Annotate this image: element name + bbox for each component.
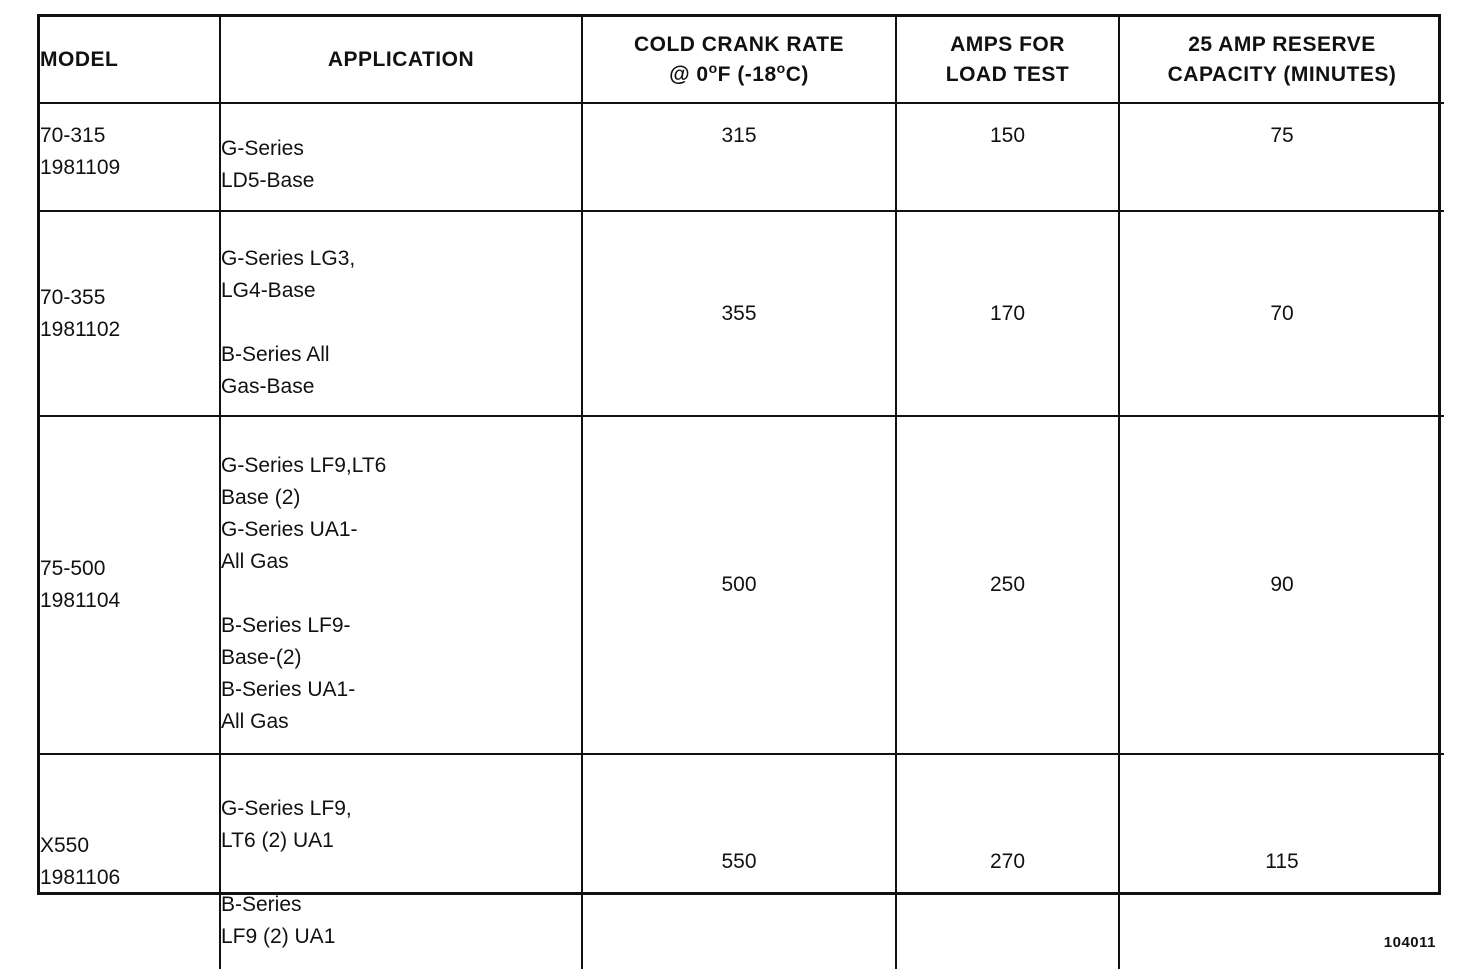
header-application bbox=[220, 17, 582, 103]
reserve-cell: 75 bbox=[1119, 103, 1444, 211]
header-amps-line1: AMPS FOR bbox=[950, 32, 1065, 56]
part-number: 1981106 bbox=[40, 866, 121, 889]
application-group bbox=[221, 133, 581, 197]
table-row bbox=[40, 103, 1444, 211]
application-line: B-Series LF9- bbox=[221, 614, 351, 637]
header-amps-line2: LOAD TEST bbox=[945, 62, 1070, 86]
application-line: LF9 (2) UA1 bbox=[221, 925, 336, 948]
application-line: LT6 (2) UA1 bbox=[221, 829, 334, 852]
model-number: 70-355 bbox=[40, 285, 106, 309]
header-cold-crank-close: C) bbox=[785, 62, 809, 86]
table-row bbox=[40, 211, 1444, 416]
table-row bbox=[40, 416, 1444, 754]
application-line: G-Series UA1- bbox=[221, 518, 358, 541]
application-group bbox=[221, 793, 581, 857]
amps-cell: 170 bbox=[896, 211, 1119, 416]
degree-symbol-f: o bbox=[708, 59, 718, 76]
reserve-value: 115 bbox=[1265, 850, 1299, 873]
part-number: 1981104 bbox=[40, 589, 121, 612]
model-cell bbox=[40, 211, 220, 416]
application-cell bbox=[220, 103, 582, 211]
application-line: G-Series LF9, bbox=[221, 797, 352, 820]
application-group bbox=[221, 339, 581, 403]
model-cell bbox=[40, 103, 220, 211]
application-line: All Gas bbox=[221, 550, 289, 573]
figure-id: 104011 bbox=[1383, 934, 1436, 951]
application-cell bbox=[220, 211, 582, 416]
amps-cell: 250 bbox=[896, 416, 1119, 754]
header-cold-crank-temp-c: F (-18 bbox=[717, 62, 777, 86]
application-line: G-Series LF9,LT6 bbox=[221, 454, 387, 477]
application-line: Base-(2) bbox=[221, 646, 302, 669]
application-group bbox=[221, 610, 581, 738]
application-line: All Gas bbox=[221, 710, 289, 733]
header-model bbox=[40, 17, 220, 103]
application-line: B-Series bbox=[221, 893, 302, 916]
cold-crank-cell: 315 bbox=[582, 103, 896, 211]
header-application-label: APPLICATION bbox=[327, 47, 475, 71]
application-line: Gas-Base bbox=[221, 374, 315, 398]
header-cold-crank bbox=[582, 17, 896, 103]
model-number: X550 bbox=[40, 834, 90, 857]
application-line: B-Series UA1- bbox=[221, 678, 356, 701]
part-number: 1981102 bbox=[40, 317, 121, 341]
amps-cell: 150 bbox=[896, 103, 1119, 211]
battery-spec-table bbox=[40, 17, 1444, 969]
header-row bbox=[40, 17, 1444, 103]
application-group bbox=[221, 243, 581, 307]
header-model-label: MODEL bbox=[40, 47, 119, 71]
model-cell bbox=[40, 754, 220, 969]
header-amps bbox=[896, 17, 1119, 103]
reserve-cell: 70 bbox=[1119, 211, 1444, 416]
model-number: 70-315 bbox=[40, 124, 106, 147]
application-line: G-Series LG3, bbox=[221, 246, 356, 270]
header-reserve bbox=[1119, 17, 1444, 103]
application-line: G-Series bbox=[221, 137, 304, 160]
application-line: LG4-Base bbox=[221, 278, 316, 302]
reserve-cell: 90 bbox=[1119, 416, 1444, 754]
battery-spec-table-frame bbox=[37, 14, 1441, 951]
application-cell bbox=[220, 416, 582, 754]
cold-crank-cell: 500 bbox=[582, 416, 896, 754]
header-reserve-line2: CAPACITY (MINUTES) bbox=[1167, 62, 1397, 86]
header-cold-crank-temp-f: @ 0 bbox=[669, 62, 709, 86]
table-row bbox=[40, 754, 1444, 969]
application-cell bbox=[220, 754, 582, 969]
application-group bbox=[221, 889, 581, 953]
reserve-cell bbox=[1119, 754, 1444, 969]
degree-symbol-c: o bbox=[776, 59, 786, 76]
model-number: 75-500 bbox=[40, 557, 106, 580]
header-cold-crank-line2 bbox=[583, 60, 895, 90]
application-line: Base (2) bbox=[221, 486, 301, 509]
cold-crank-cell: 355 bbox=[582, 211, 896, 416]
amps-cell: 270 bbox=[896, 754, 1119, 969]
model-cell bbox=[40, 416, 220, 754]
application-line: LD5-Base bbox=[221, 169, 315, 192]
header-reserve-line1: 25 AMP RESERVE bbox=[1188, 32, 1376, 56]
application-line: B-Series All bbox=[221, 342, 330, 366]
header-cold-crank-line1: COLD CRANK RATE bbox=[633, 32, 845, 56]
cold-crank-cell: 550 bbox=[582, 754, 896, 969]
application-group bbox=[221, 450, 581, 578]
part-number: 1981109 bbox=[40, 156, 121, 179]
